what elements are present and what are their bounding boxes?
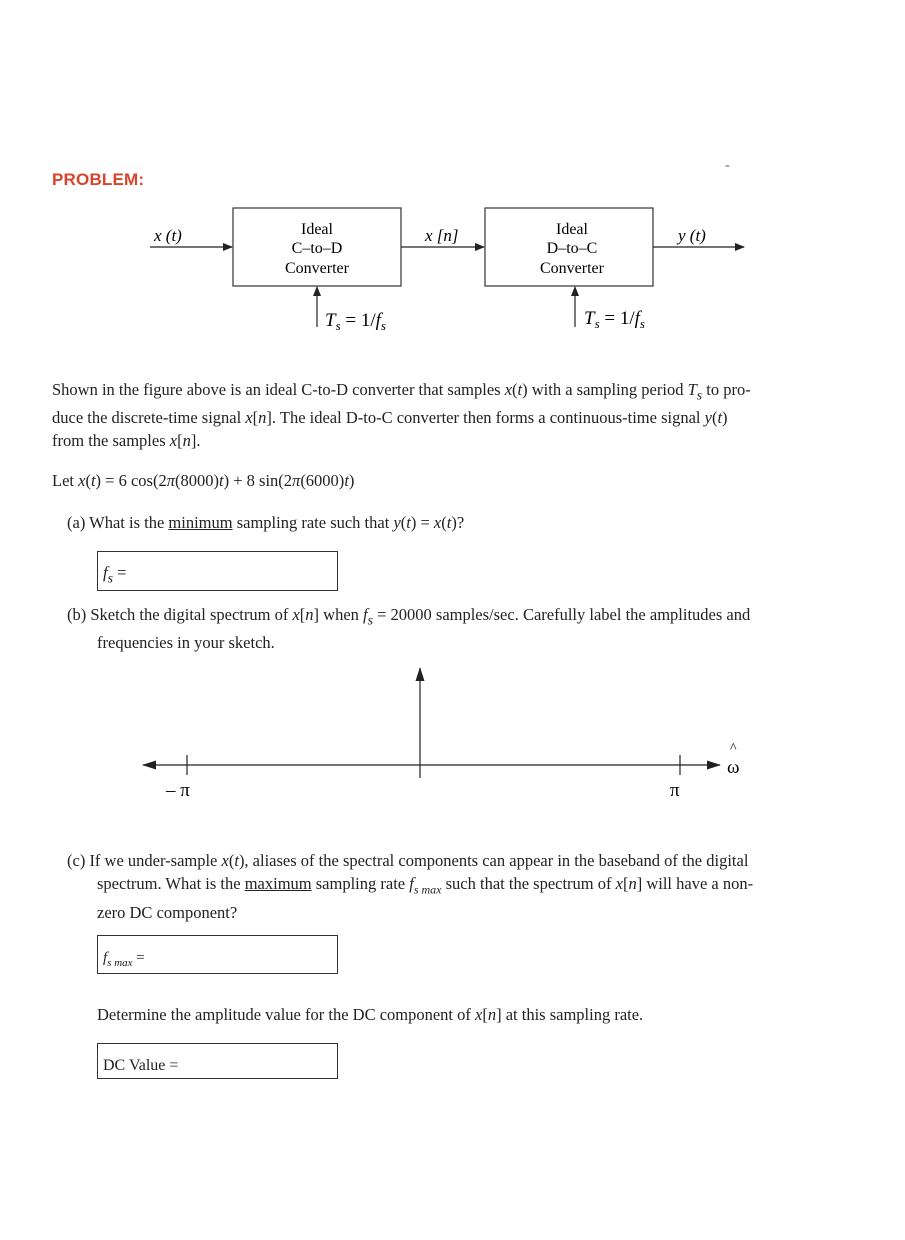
- part-b-line-1: (b) Sketch the digital spectrum of x[n] when $f_s = 20000$ samples/sec. Carefully label the amplitudes and: [67, 605, 751, 628]
- part-c-line-3: zero DC component?: [97, 903, 238, 923]
- spectrum-axes: [0, 660, 905, 810]
- block1-line2: C–to–D: [291, 240, 343, 257]
- middle-label: x [n]: [425, 226, 459, 245]
- corner-mark: -: [725, 158, 730, 173]
- sampling-label-1: $T_s = 1/f_s$: [325, 310, 386, 333]
- part-c-question: [67, 849, 835, 924]
- block-diagram: [0, 195, 905, 345]
- block1-line1: Ideal: [301, 221, 333, 238]
- block2-line2: D–to–C: [546, 240, 598, 257]
- omega-hat: ^: [730, 741, 737, 756]
- intro-line-2: duce the discrete-time signal x[n]. The ideal D-to-C converter then forms a continuous-time signal y(t): [52, 408, 728, 428]
- dc-question: Determine the amplitude value for the DC component of x[n] at this sampling rate.: [97, 1005, 644, 1024]
- part-a-question: (a) What is the minimum sampling rate such that y(t) = x(t)?: [67, 513, 465, 532]
- problem-heading: PROBLEM:: [52, 170, 145, 189]
- block1-line3: Converter: [285, 260, 349, 277]
- pi-label: π: [670, 780, 680, 801]
- part-c-line-2: spectrum. What is the maximum sampling rate $f_{s max}$ such that the spectrum of x[n] will have a non-: [97, 874, 754, 897]
- dc-value-answer-box[interactable]: [97, 1043, 338, 1079]
- sampling-label-2: $T_s = 1/f_s$: [584, 308, 645, 331]
- part-c-line-1: (c) If we under-sample x(t), aliases of the spectral components can appear in the baseband of the digital: [67, 851, 749, 870]
- part-b-line-2: frequencies in your sketch.: [97, 633, 275, 653]
- signal-definition: Let x(t) = 6 cos(2π(8000)t) + 8 sin(2π(6000)t): [52, 471, 355, 490]
- fs-max-answer-label: $f_{s max}$ =: [103, 950, 145, 969]
- fs-answer-label: $f_s$ =: [103, 562, 127, 585]
- fs-answer-box[interactable]: [97, 551, 338, 591]
- block2-line1: Ideal: [556, 221, 588, 238]
- minus-pi-label: – π: [166, 780, 190, 801]
- intro-paragraph: [52, 378, 833, 452]
- fs-max-answer-box[interactable]: [97, 935, 338, 974]
- input-label: x (t): [154, 226, 182, 245]
- dc-value-label: DC Value =: [103, 1057, 179, 1074]
- part-b-question: [67, 603, 835, 654]
- output-label: y (t): [678, 226, 706, 245]
- omega-label: ω: [727, 757, 740, 778]
- intro-line-1: Shown in the figure above is an ideal C-to-D converter that samples x(t) with a sampling period $T_s$ to pro-: [52, 380, 751, 403]
- intro-line-3: from the samples x[n].: [52, 431, 201, 451]
- block2-line3: Converter: [540, 260, 604, 277]
